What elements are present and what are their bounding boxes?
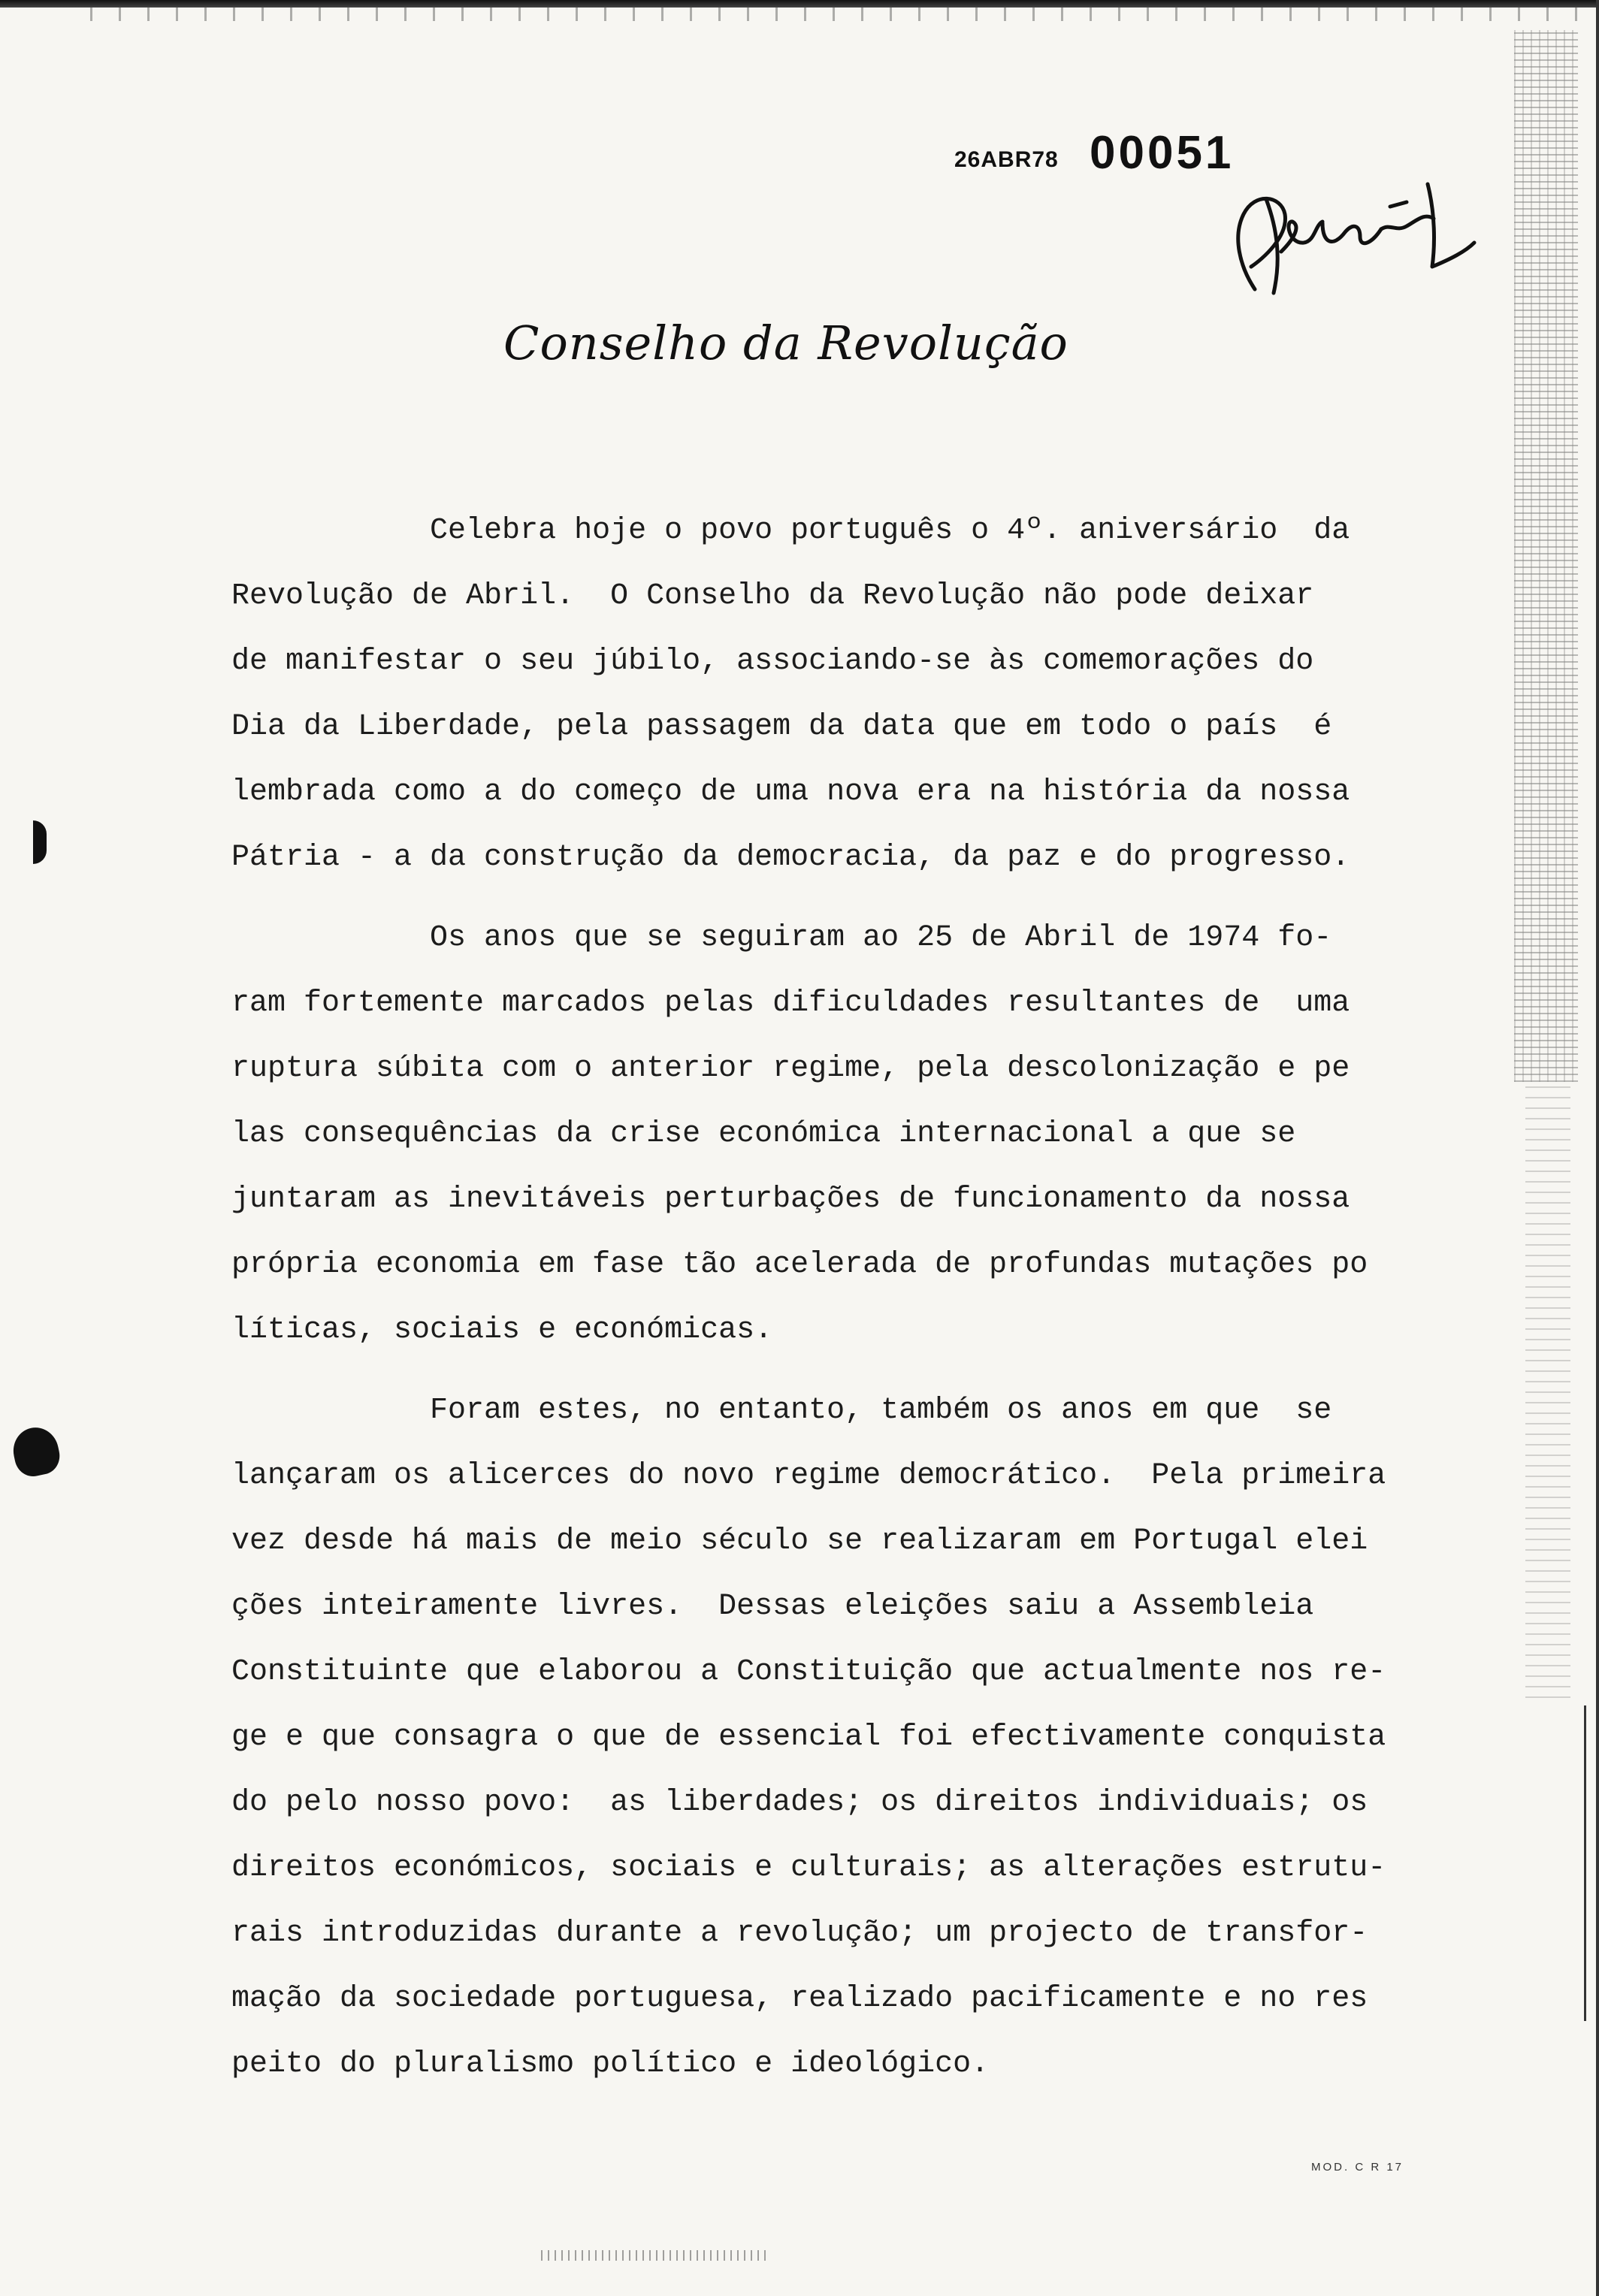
text-line: Constituinte que elaborou a Constituição que actualmente nos re- <box>231 1655 1386 1689</box>
text-line: rais introduzidas durante a revolução; um projecto de transfor- <box>231 1917 1368 1950</box>
stamp-date: 26ABR78 <box>954 147 1059 172</box>
scan-noise <box>90 8 1578 21</box>
text-line: ruptura súbita com o anterior regime, pela descolonização e pe <box>231 1052 1350 1086</box>
text-line: ram fortemente marcados pelas dificuldades resultantes de uma <box>231 986 1350 1020</box>
text-line: las consequências da crise económica internacional a que se <box>231 1117 1296 1151</box>
document-body <box>231 515 1509 2080</box>
text-line: direitos económicos, sociais e culturais; as alterações estrutu- <box>231 1851 1386 1885</box>
document-heading: Conselho da Revolução <box>503 316 1069 370</box>
text-line: lançaram os alicerces do novo regime democrático. Pela primeira <box>231 1459 1386 1493</box>
text-line: juntaram as inevitáveis perturbações de funcionamento da nossa <box>231 1183 1350 1216</box>
scan-margin-rule <box>1584 1705 1586 2021</box>
text-line: Revolução de Abril. O Conselho da Revolução não pode deixar <box>231 579 1314 613</box>
punch-hole <box>9 1423 63 1479</box>
text-line: Os anos que se seguiram ao 25 de Abril de 1974 fo- <box>231 921 1332 955</box>
signature-icon <box>1210 154 1480 312</box>
text-line: Celebra hoje o povo português o 4º. aniversário da <box>231 514 1350 548</box>
text-line: peito do pluralismo político e ideológico. <box>231 2047 990 2081</box>
scan-noise <box>541 2250 766 2261</box>
text-line: Dia da Liberdade, pela passagem da data que em todo o país é <box>231 710 1332 744</box>
text-line: Pátria - a da construção da democracia, da paz e do progresso. <box>231 841 1350 875</box>
text-line: lembrada como a do começo de uma nova era na história da nossa <box>231 775 1350 809</box>
paragraph <box>231 1394 1509 2080</box>
form-code: MOD. C R 17 <box>1311 2161 1404 2174</box>
text-line: ge e que consagra o que de essencial foi efectivamente conquista <box>231 1720 1386 1754</box>
scan-right-edge <box>1596 0 1599 2296</box>
scan-margin-noise <box>1514 30 1578 1082</box>
text-line: líticas, sociais e económicas. <box>231 1313 773 1347</box>
punch-hole <box>33 820 47 864</box>
scan-margin-noise <box>1525 1082 1570 1698</box>
paragraph <box>231 922 1509 1346</box>
paragraph <box>231 515 1509 874</box>
text-line: do pelo nosso povo: as liberdades; os direitos individuais; os <box>231 1786 1368 1820</box>
text-line: vez desde há mais de meio século se realizaram em Portugal elei <box>231 1524 1368 1558</box>
text-line: mação da sociedade portuguesa, realizado pacificamente e no res <box>231 1982 1368 2016</box>
text-line: de manifestar o seu júbilo, associando-se às comemorações do <box>231 645 1314 678</box>
text-line: ções inteiramente livres. Dessas eleições saiu a Assembleia <box>231 1590 1314 1624</box>
scan-top-border <box>0 0 1599 8</box>
text-line: Foram estes, no entanto, também os anos em que se <box>231 1394 1332 1427</box>
text-line: própria economia em fase tão acelerada de profundas mutações po <box>231 1248 1368 1282</box>
stamp-number: 00051 <box>1090 127 1235 179</box>
